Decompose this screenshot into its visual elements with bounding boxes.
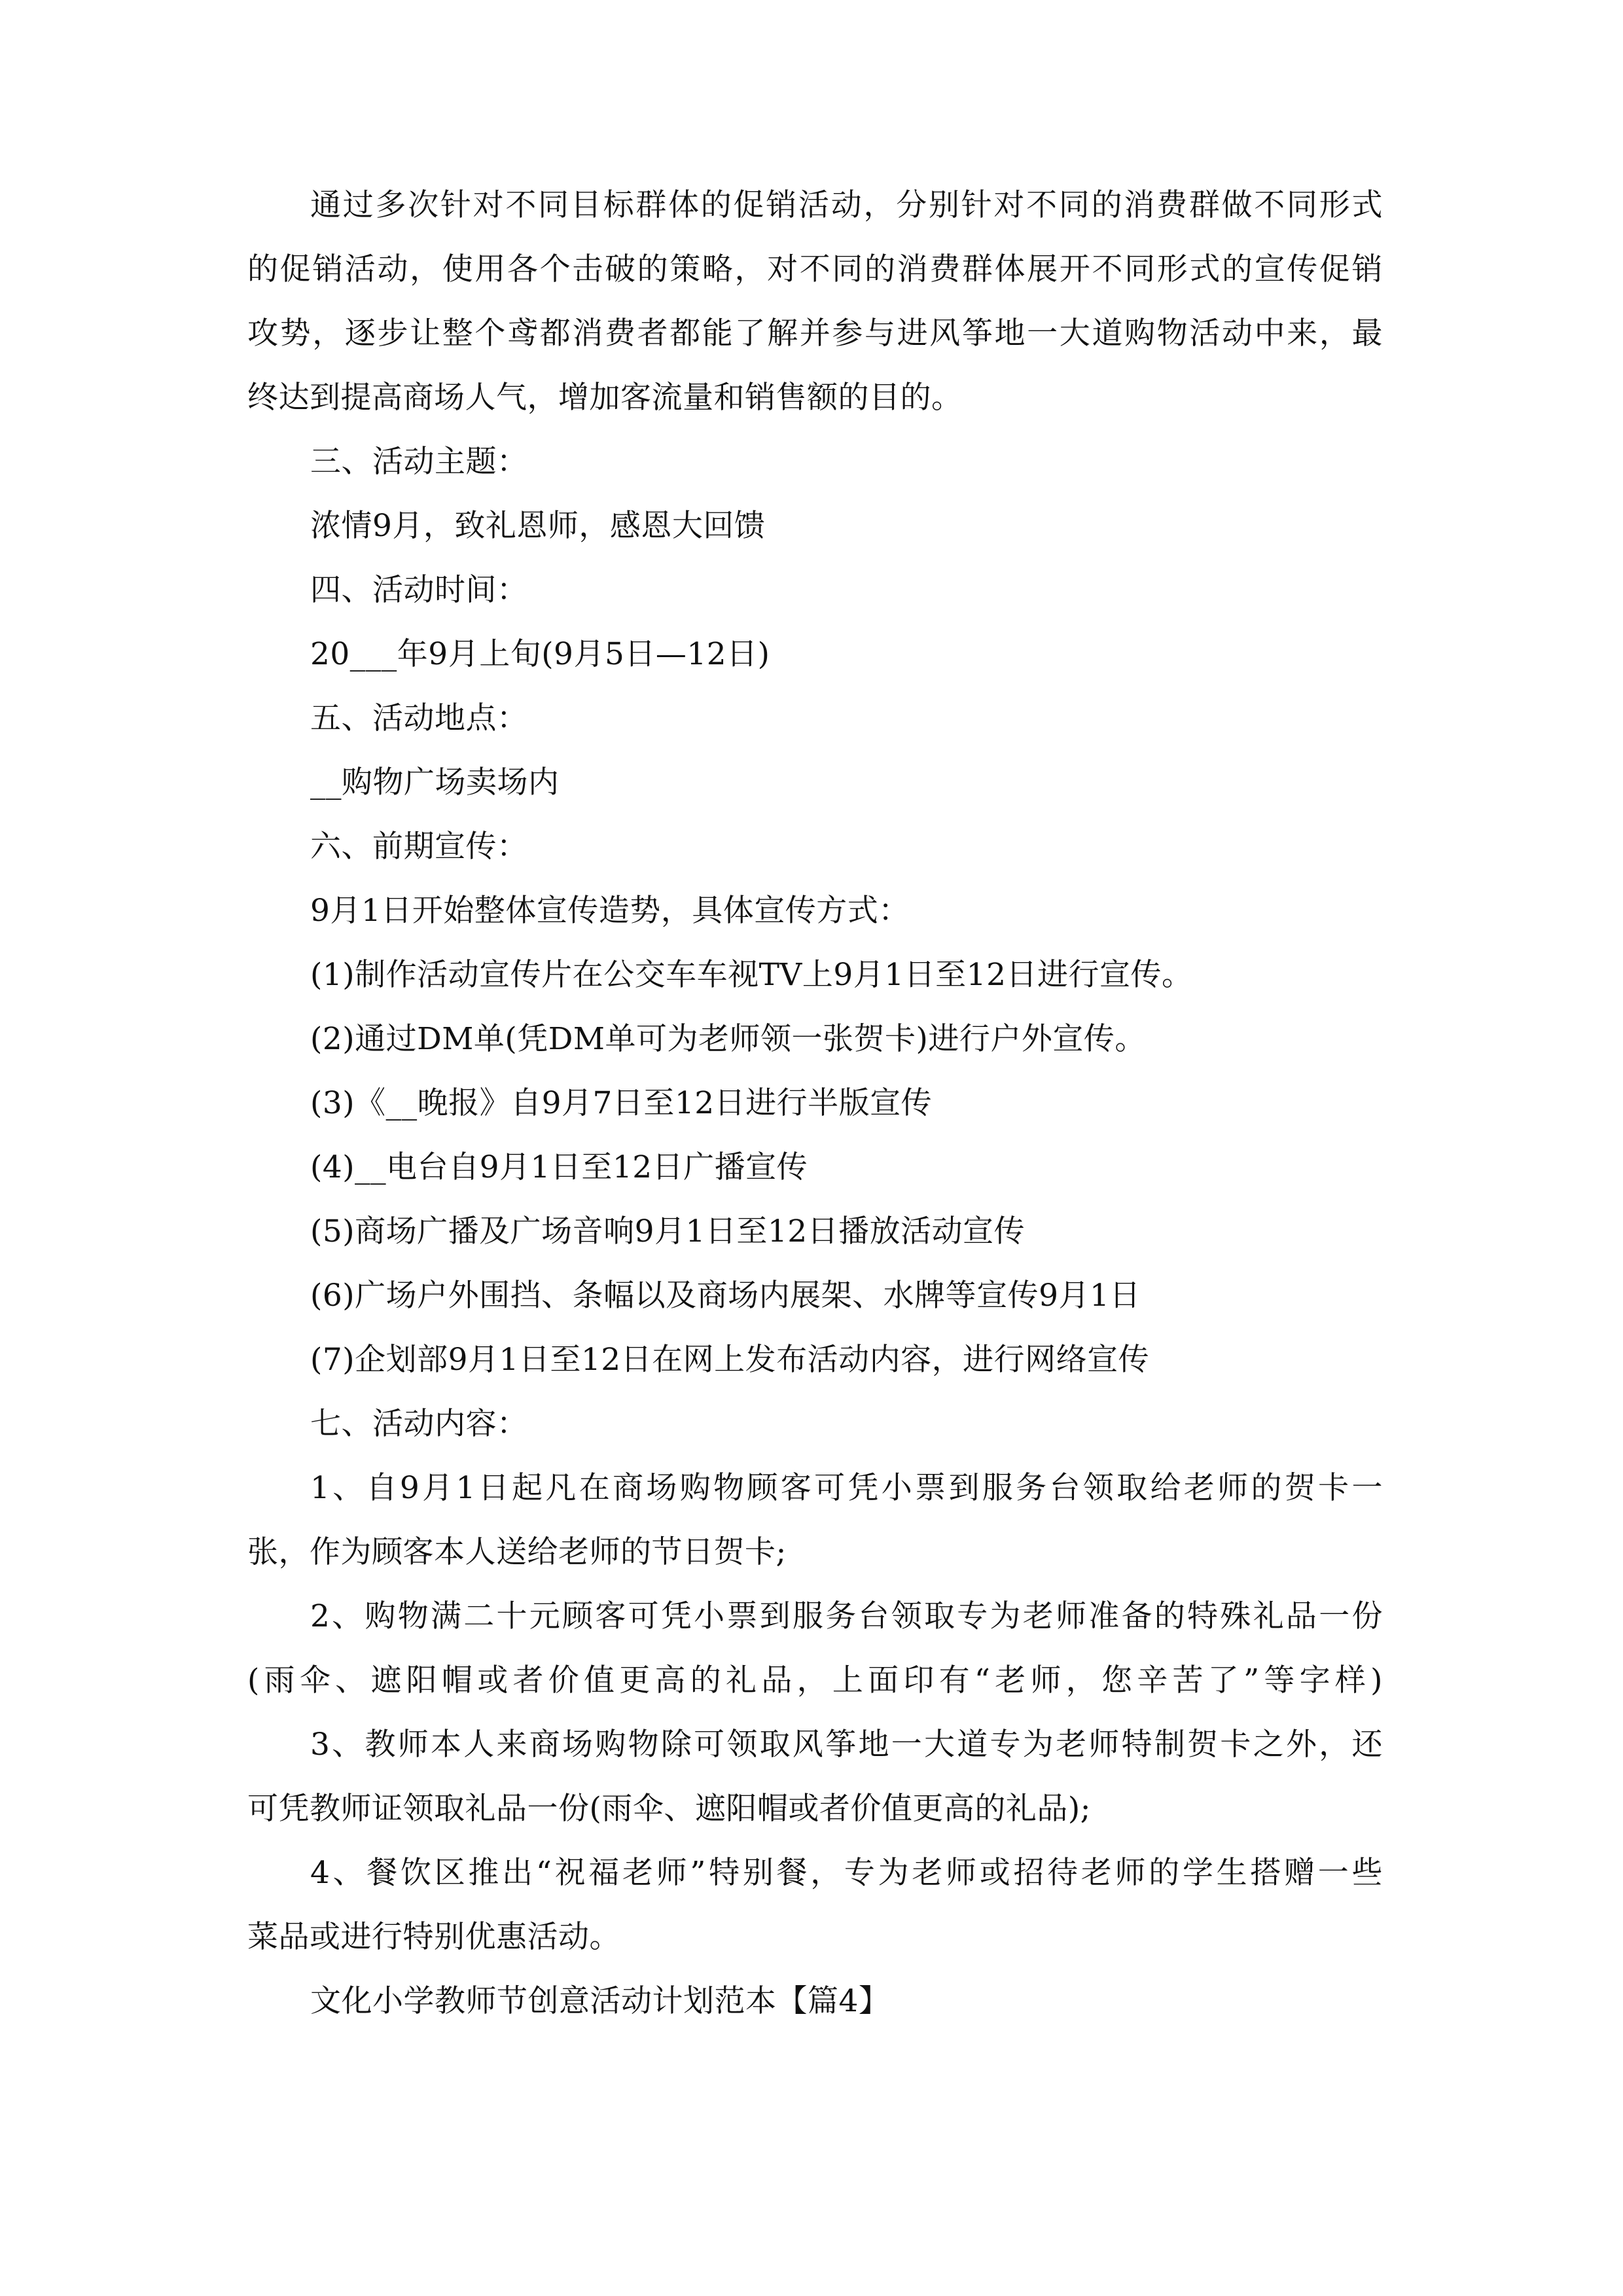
promotion-item: (5)商场广播及广场音响9月1日至12日播放活动宣传 (310, 1213, 1026, 1249)
paragraph-line: 攻势，逐步让整个鸢都消费者都能了解并参与进风筝地一大道购物活动中来，最 (247, 315, 1383, 351)
content-item-line: 可凭教师证领取礼品一份(雨伞、遮阳帽或者价值更高的礼品); (247, 1791, 1092, 1827)
section-heading-location: 五、活动地点： (310, 700, 528, 736)
paragraph-line: 通过多次针对不同目标群体的促销活动，分别针对不同的消费群做不同形式 (310, 187, 1383, 223)
promotion-item: (2)通过DM单(凭DM单可为老师领一张贺卡)进行户外宣传。 (310, 1021, 1146, 1057)
promotion-item: (3)《__晚报》自9月7日至12日进行半版宣传 (310, 1085, 933, 1121)
section-text-location: __购物广场卖场内 (310, 764, 560, 800)
content-item-line: 1、自9月1日起凡在商场购物顾客可凭小票到服务台领取给老师的贺卡一 (310, 1470, 1383, 1506)
content-item-line: 张，作为顾客本人送给老师的节日贺卡; (247, 1534, 787, 1570)
content-item-line: 4、餐饮区推出“祝福老师”特别餐，专为老师或招待老师的学生搭赠一些 (310, 1855, 1383, 1891)
paragraph-line: 终达到提高商场人气，增加客流量和销售额的目的。 (247, 380, 963, 416)
paragraph-line: 的促销活动，使用各个击破的策略，对不同的消费群体展开不同形式的宣传促销 (247, 251, 1383, 287)
section-heading-promotion: 六、前期宣传： (310, 829, 528, 865)
content-item-line: 3、教师本人来商场购物除可领取风筝地一大道专为老师特制贺卡之外，还 (310, 1727, 1383, 1763)
content-item-line: 2、购物满二十元顾客可凭小票到服务台领取专为老师准备的特殊礼品一份 (310, 1598, 1383, 1634)
section-text-time: 20___年9月上旬(9月5日—12日) (310, 636, 770, 672)
section-heading-time: 四、活动时间： (310, 572, 528, 608)
promotion-item: (7)企划部9月1日至12日在网上发布活动内容，进行网络宣传 (310, 1342, 1150, 1378)
content-item-line: 菜品或进行特别优惠活动。 (247, 1919, 620, 1955)
document-body (247, 173, 1383, 2034)
promotion-item: (1)制作活动宣传片在公交车车视TV上9月1日至12日进行宣传。 (310, 957, 1193, 993)
section-intro-promotion: 9月1日开始整体宣传造势，具体宣传方式： (310, 893, 910, 929)
next-section-title: 文化小学教师节创意活动计划范本【篇4】 (310, 1983, 890, 2019)
content-item-line: (雨伞、遮阳帽或者价值更高的礼品，上面印有“老师，您辛苦了”等字样) (247, 1662, 1383, 1698)
promotion-item: (6)广场户外围挡、条幅以及商场内展架、水牌等宣传9月1日 (310, 1278, 1141, 1314)
promotion-item: (4)__电台自9月1日至12日广播宣传 (310, 1149, 808, 1185)
section-text-theme: 浓情9月，致礼恩师，感恩大回馈 (310, 508, 766, 544)
section-heading-theme: 三、活动主题： (310, 444, 528, 480)
section-heading-content: 七、活动内容： (310, 1406, 528, 1442)
